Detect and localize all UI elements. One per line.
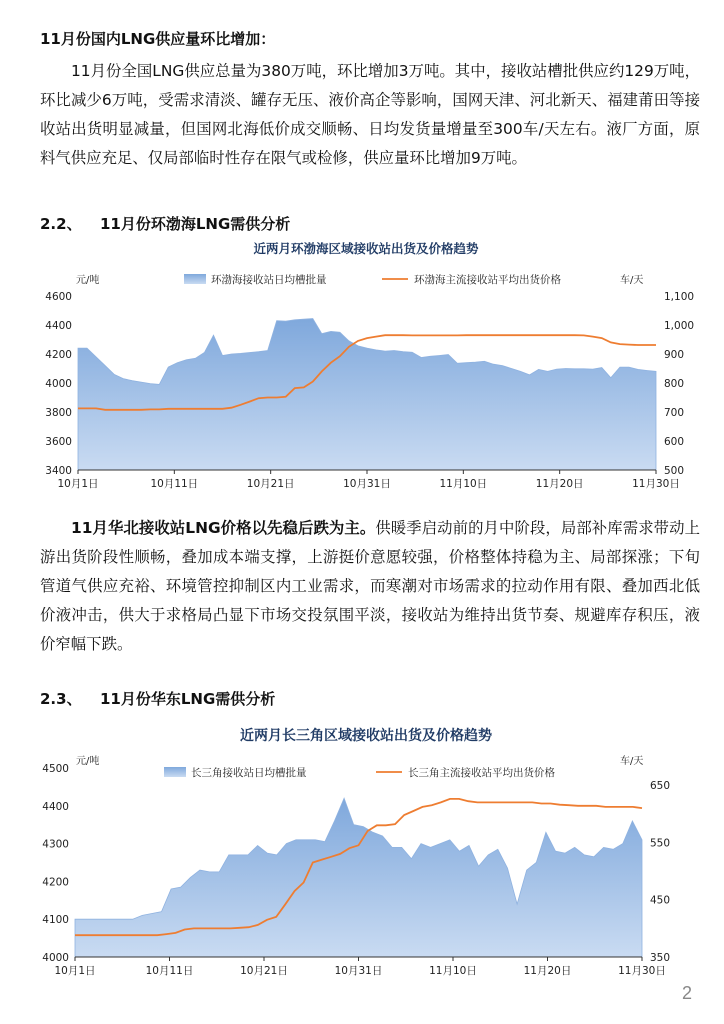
- left-axis-unit: 元/吨: [76, 275, 100, 286]
- legend-area-label: 长三角接收站日均槽批量: [191, 767, 307, 779]
- paragraph-lead: 11月华北接收站LNG价格以先稳后跌为主。: [71, 519, 376, 537]
- left-tick-label: 3800: [45, 407, 72, 419]
- right-tick-label: 600: [664, 436, 685, 448]
- right-tick-label: 1,000: [664, 320, 695, 332]
- paragraph-supply-text: 11月份全国LNG供应总量为380万吨，环比增加3万吨。其中，接收站槽批供应约129万吨，环比减少6万吨，受需求清淡、罐存无压、液价高企等影响，国网天津、河北新天、福建莆田等接收站出货明显减量，但国网北海低价成交顺畅、日均发货量增量至300车/天左右。液厂方面，原料气供应充足、仅局部临时性存在限气或检修，供应量环比增加9万吨。: [40, 62, 700, 167]
- x-tick-label: 10月21日: [246, 478, 295, 490]
- page-number: 2: [681, 983, 692, 1003]
- left-tick-label: 4300: [42, 838, 69, 851]
- left-tick-label: 4400: [42, 800, 69, 813]
- area-series: [78, 319, 656, 470]
- section-number: 2.3、: [40, 690, 82, 708]
- section-title-east-china: [40, 688, 275, 709]
- x-tick-label: 10月31日: [343, 478, 391, 490]
- x-tick-label: 10月31日: [334, 965, 383, 977]
- right-tick-label: 700: [664, 407, 685, 419]
- left-tick-label: 4500: [42, 763, 69, 775]
- section-number: 2.2、: [40, 215, 82, 233]
- left-tick-label: 4200: [45, 349, 72, 361]
- x-tick-label: 10月1日: [54, 965, 96, 977]
- legend-line-label: 环渤海主流接收站平均出货价格: [414, 274, 561, 286]
- right-tick-label: 1,100: [664, 291, 695, 303]
- legend-area-swatch: [164, 767, 186, 777]
- x-tick-label: 11月20日: [523, 965, 572, 977]
- x-tick-label: 10月21日: [240, 965, 288, 977]
- left-tick-label: 4600: [45, 291, 72, 303]
- chart-title: 近两月长三角区域接收站出货及价格趋势: [240, 728, 492, 744]
- left-tick-label: 4000: [42, 952, 69, 964]
- x-tick-label: 11月30日: [618, 965, 666, 977]
- paragraph-north-china: [40, 514, 700, 659]
- legend-area-swatch: [184, 274, 206, 284]
- x-tick-label: 10月11日: [150, 478, 199, 490]
- bohai-chart: [36, 236, 696, 496]
- area-series: [75, 798, 642, 957]
- legend-area-label: 环渤海接收站日均槽批量: [211, 274, 327, 286]
- left-tick-label: 4100: [42, 914, 69, 927]
- left-tick-label: 3600: [45, 436, 72, 448]
- x-tick-label: 11月10日: [439, 478, 488, 490]
- section-heading-supply: 11月份国内LNG供应量环比增加：: [40, 30, 276, 48]
- section-title-text: 11月份环渤海LNG需供分析: [100, 215, 291, 233]
- x-tick-label: 10月1日: [57, 478, 99, 490]
- right-axis-unit: 车/天: [620, 275, 644, 286]
- x-tick-label: 11月30日: [632, 478, 680, 490]
- right-tick-label: 500: [664, 465, 685, 477]
- left-tick-label: 4400: [45, 320, 72, 332]
- x-tick-label: 11月20日: [535, 478, 584, 490]
- right-tick-label: 450: [650, 894, 671, 907]
- yangtze-chart: [36, 720, 696, 990]
- right-tick-label: 350: [650, 952, 671, 964]
- right-tick-label: 900: [664, 349, 685, 361]
- right-tick-label: 800: [664, 378, 685, 390]
- section-title-text: 11月份华东LNG需供分析: [100, 690, 276, 708]
- left-tick-label: 4000: [45, 378, 72, 390]
- paragraph-north-china-text: 供暖季启动前的月中阶段，局部补库需求带动上游出货阶段性顺畅，叠加成本端支撑，上游挺价意愿较强，价格整体持稳为主、局部探涨；下旬管道气供应充裕、环境管控抑制区内工业需求，而寒潮对市场需求的拉动作用有限、叠加西北低价液冲击，供大于求格局凸显下市场交投氛围平淡，接收站为维持出货节奏、规避库存积压，液价窄幅下跌。: [40, 519, 700, 653]
- right-axis-unit: 车/天: [620, 756, 644, 767]
- chart-title: 近两月环渤海区域接收站出货及价格趋势: [253, 241, 479, 256]
- left-tick-label: 4200: [42, 876, 69, 889]
- right-tick-label: 650: [650, 780, 671, 793]
- left-tick-label: 3400: [45, 465, 72, 477]
- section-title-bohai: [40, 213, 290, 234]
- right-tick-label: 550: [650, 837, 671, 850]
- left-axis-unit: 元/吨: [76, 756, 100, 767]
- x-tick-label: 10月11日: [145, 965, 194, 977]
- paragraph-supply: [40, 57, 700, 173]
- legend-line-label: 长三角主流接收站平均出货价格: [408, 767, 555, 779]
- x-tick-label: 11月10日: [429, 965, 477, 977]
